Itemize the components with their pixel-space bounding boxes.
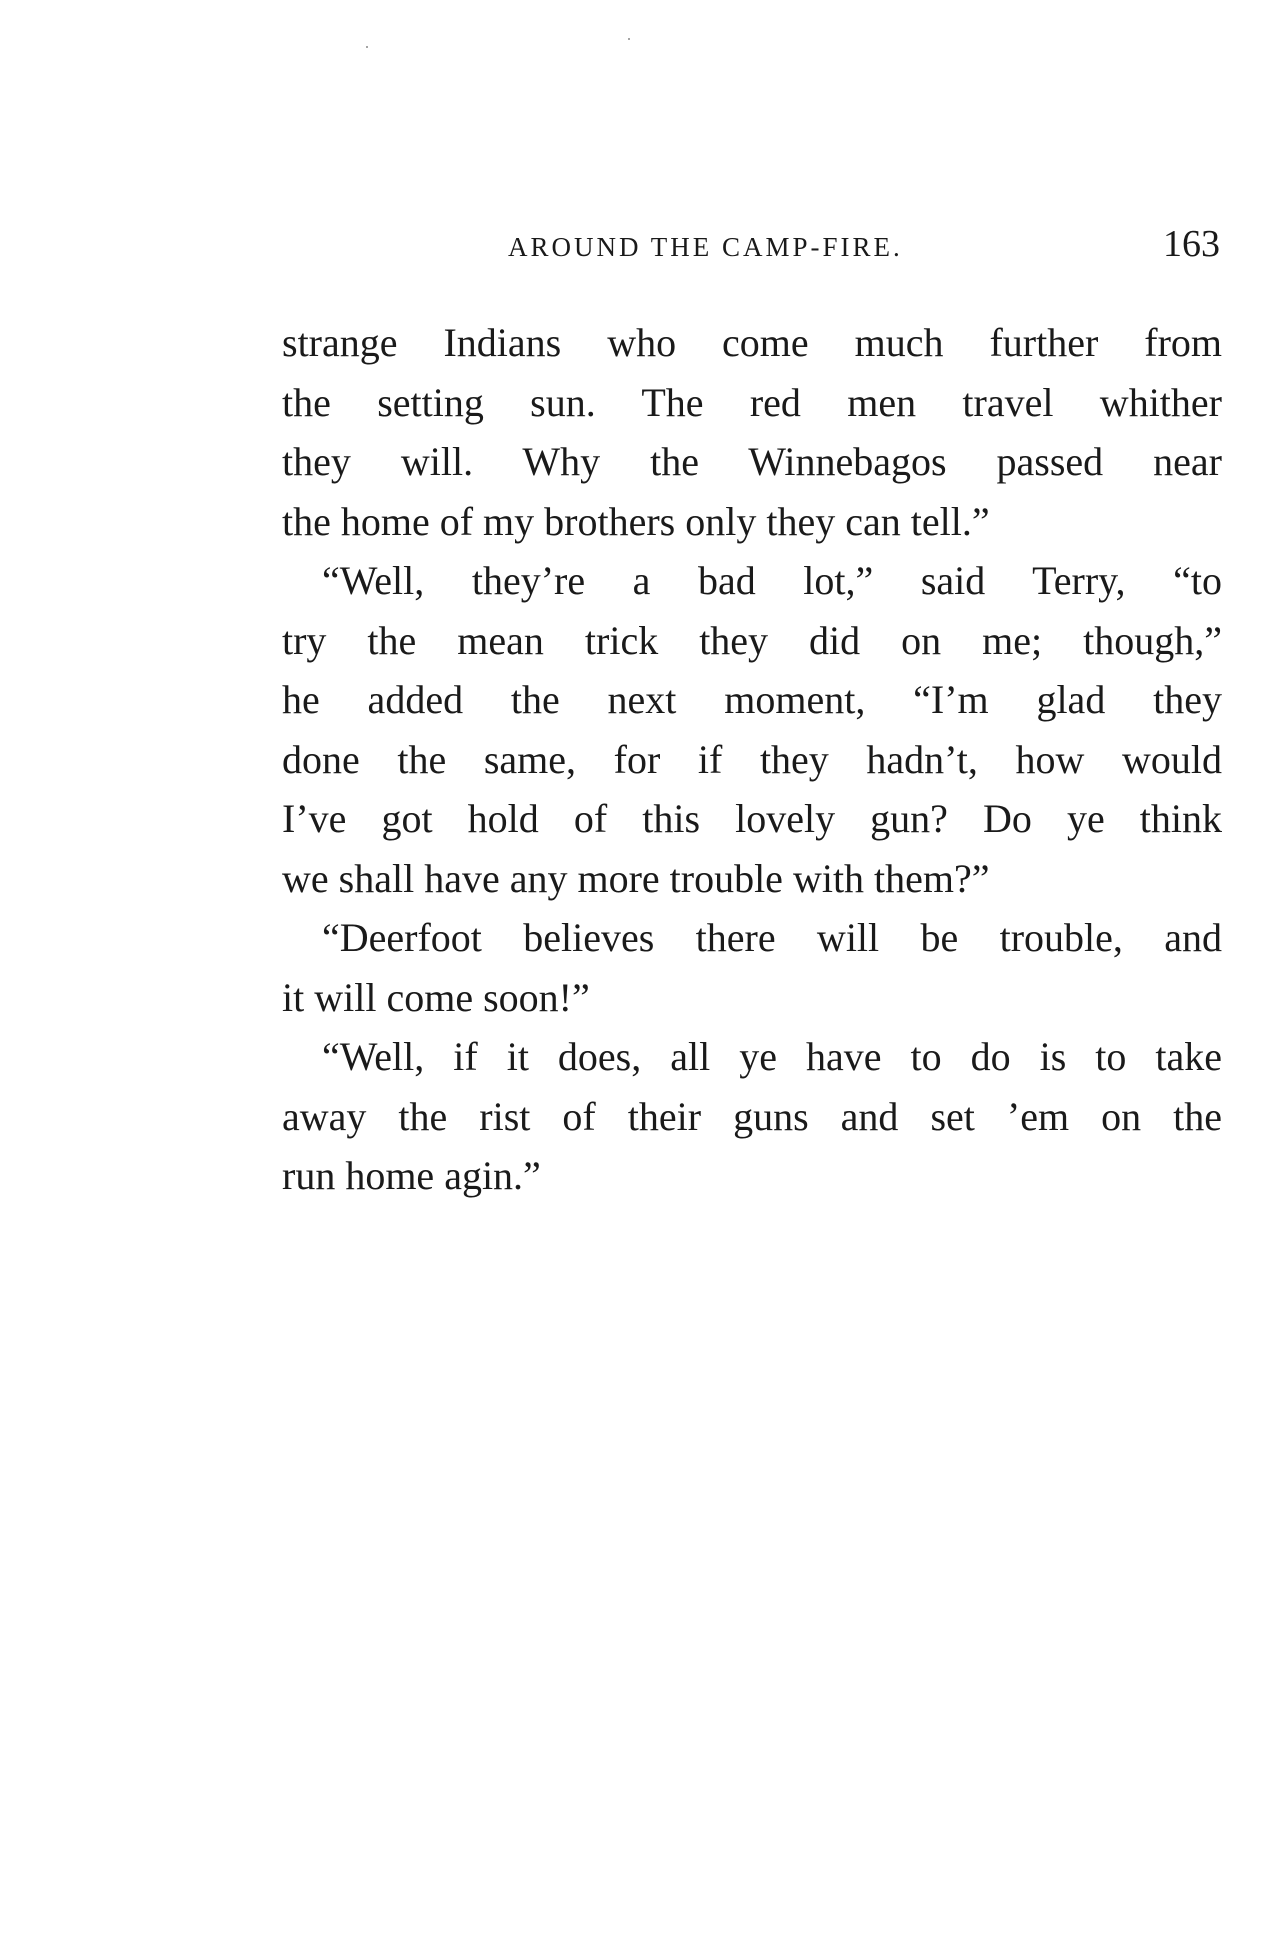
paper-speck bbox=[366, 46, 368, 48]
text-line: “Well, if it does, all ye have to do is to take bbox=[322, 1034, 1222, 1079]
body-text bbox=[282, 313, 1222, 1206]
running-head-title: AROUND THE CAMP-FIRE. bbox=[508, 232, 903, 262]
text-line: “Deerfoot believes there will be trouble, and bbox=[322, 915, 1222, 960]
text-line: strange Indians who come much further from bbox=[282, 320, 1222, 365]
text-line: we shall have any more trouble with them?” bbox=[282, 855, 990, 901]
text-line: away the rist of their guns and set ’em on the bbox=[282, 1093, 1222, 1139]
text-line: he added the next moment, “I’m glad they bbox=[282, 677, 1222, 722]
text-line: try the mean trick they did on me; though,” bbox=[282, 617, 1222, 663]
text-line: I’ve got hold of this lovely gun? Do ye think bbox=[282, 796, 1222, 841]
text-line: “Well, they’re a bad lot,” said Terry, “to bbox=[322, 558, 1222, 603]
text-line: the home of my brothers only they can tell.” bbox=[282, 498, 990, 544]
text-line: it will come soon!” bbox=[282, 974, 590, 1020]
text-line: they will. Why the Winnebagos passed near bbox=[282, 439, 1222, 484]
running-head bbox=[280, 222, 1220, 272]
page-number: 163 bbox=[1163, 223, 1220, 265]
paper-speck bbox=[628, 38, 630, 40]
text-line: run home agin.” bbox=[282, 1153, 541, 1198]
text-line: the setting sun. The red men travel whither bbox=[282, 379, 1222, 425]
text-line: done the same, for if they hadn’t, how would bbox=[282, 736, 1222, 782]
